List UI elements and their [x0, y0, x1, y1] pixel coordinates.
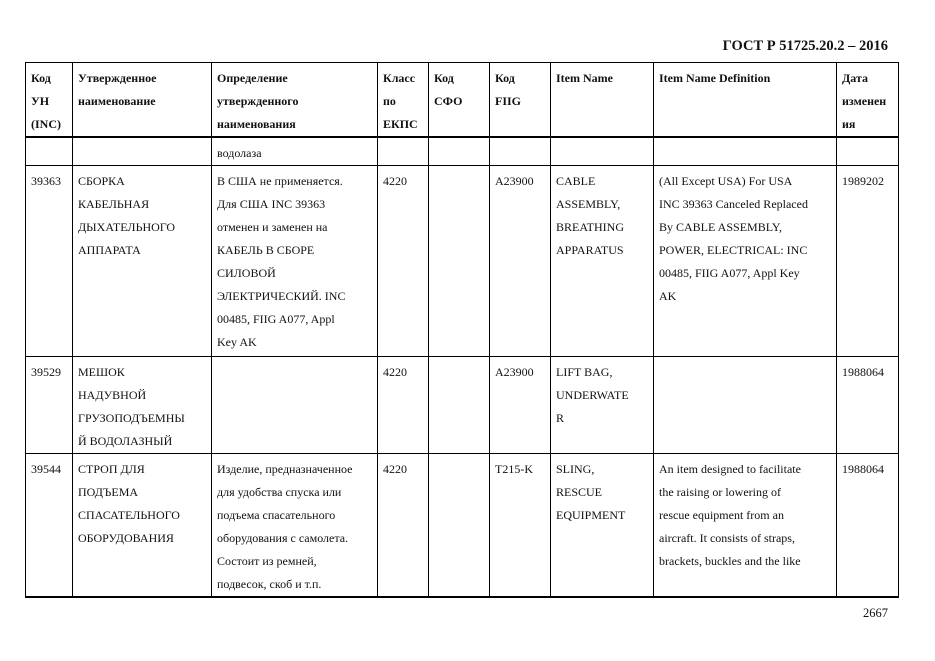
cell-inc: 39529 — [26, 357, 73, 454]
cell-fiig: T215-K — [490, 454, 551, 598]
cell-class: 4220 — [378, 454, 429, 598]
column-header-date: Дата изменен ия — [837, 63, 899, 138]
column-header-fiig: Код FIIG — [490, 63, 551, 138]
cell-sfo — [429, 357, 490, 454]
cell-item-name: CABLE ASSEMBLY, BREATHING APPARATUS — [551, 166, 654, 357]
cell-date: 1989202 — [837, 166, 899, 357]
cell-date: 1988064 — [837, 357, 899, 454]
cell-definition-ru: В США не применяется. Для США INC 39363 отменен и заменен на КАБЕЛЬ В СБОРЕ СИЛОВОЙ ЭЛЕКТРИЧЕСКИЙ. INC 00485, FIIG A077, Appl Key AK — [212, 166, 378, 357]
cell-sfo — [429, 454, 490, 598]
cell-definition-ru: Изделие, предназначенное для удобства спуска или подъема спасательного оборудования с самолета. Состоит из ремней, подвесок, скоб и т.п. — [212, 454, 378, 598]
column-header-definition-ru: Определение утвержденного наименования — [212, 63, 378, 138]
cell-class: 4220 — [378, 357, 429, 454]
column-header-inc: Код УН (INC) — [26, 63, 73, 138]
table-row — [26, 166, 899, 357]
table-row — [26, 357, 899, 454]
column-header-item-definition: Item Name Definition — [654, 63, 837, 138]
cell-inc: 39363 — [26, 166, 73, 357]
column-header-name-ru: Утвержденное наименование — [73, 63, 212, 138]
cell-item-definition — [654, 357, 837, 454]
cell-inc: 39544 — [26, 454, 73, 598]
cell-fiig: A23900 — [490, 357, 551, 454]
column-header-item-name: Item Name — [551, 63, 654, 138]
cell-name-ru: СБОРКА КАБЕЛЬНАЯ ДЫХАТЕЛЬНОГО АППАРАТА — [73, 166, 212, 357]
cell-item-definition: An item designed to facilitate the raising or lowering of rescue equipment from an aircraft. It consists of straps, brackets, buckles and the like — [654, 454, 837, 598]
cell-fiig: A23900 — [490, 166, 551, 357]
cell-sfo — [429, 166, 490, 357]
table-row — [26, 454, 899, 598]
cell-item-name: LIFT BAG, UNDERWATE R — [551, 357, 654, 454]
cell-item-definition: (All Except USA) For USA INC 39363 Canceled Replaced By CABLE ASSEMBLY, POWER, ELECTRICAL: INC 00485, FIIG A077, Appl Key AK — [654, 166, 837, 357]
cell-class: 4220 — [378, 166, 429, 357]
continuation-text: водолаза — [212, 137, 378, 166]
cell-name-ru: МЕШОК НАДУВНОЙ ГРУЗОПОДЪЕМНЫ Й ВОДОЛАЗНЫЙ — [73, 357, 212, 454]
nomenclature-table — [25, 62, 899, 598]
cell-name-ru: СТРОП ДЛЯ ПОДЪЕМА СПАСАТЕЛЬНОГО ОБОРУДОВАНИЯ — [73, 454, 212, 598]
cell-definition-ru — [212, 357, 378, 454]
cell-date: 1988064 — [837, 454, 899, 598]
table-row-continuation — [26, 137, 899, 166]
column-header-class: Класс по ЕКПС — [378, 63, 429, 138]
document-header: ГОСТ Р 51725.20.2 – 2016 — [722, 38, 888, 54]
page-number: 2667 — [863, 606, 888, 620]
cell-item-name: SLING, RESCUE EQUIPMENT — [551, 454, 654, 598]
column-header-sfo: Код СФО — [429, 63, 490, 138]
table-header-row — [26, 63, 899, 138]
